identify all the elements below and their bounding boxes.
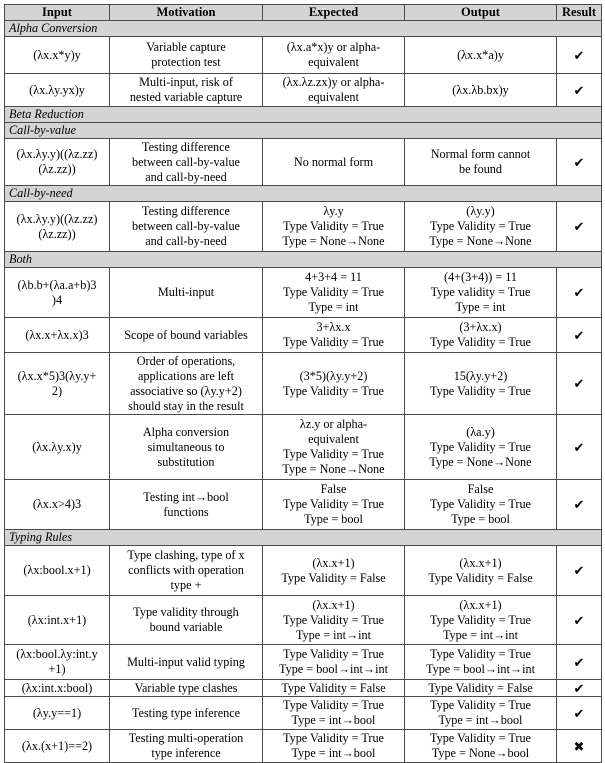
expected-line: 4+3+4 = 11 — [305, 270, 362, 284]
motivation-cell — [110, 680, 263, 697]
pass-check-icon: ✔ — [557, 645, 602, 680]
output-line: Type Validity = False — [428, 680, 533, 695]
results-table — [4, 4, 602, 763]
output-line: Type Validity = True — [430, 219, 531, 233]
motivation-line: Variable capture — [146, 40, 226, 54]
output-line: Type Validity = False — [428, 570, 533, 585]
output-line: (λx.λb.bx)y — [452, 82, 509, 97]
table-row — [5, 74, 602, 107]
expected-cell — [263, 74, 405, 107]
input-line: )4 — [51, 292, 63, 307]
expected-line: Type Validity = True — [283, 497, 384, 511]
motivation-line: Testing multi-operation — [128, 731, 244, 745]
expected-cell — [263, 139, 405, 186]
section-row — [5, 530, 602, 546]
output-cell — [405, 645, 557, 680]
motivation-line: Alpha conversion — [142, 424, 230, 439]
input-line: (λx.x*y)y — [33, 47, 81, 62]
output-line: Type = None→bool — [431, 746, 530, 760]
motivation-line: Testing int→bool — [143, 489, 229, 504]
table-row — [5, 645, 602, 680]
output-line: Type Validity = True — [430, 335, 531, 349]
expected-line: Type Validity = True — [283, 285, 384, 299]
expected-line: (λx.x+1) — [312, 597, 355, 612]
motivation-cell — [110, 596, 263, 645]
output-cell — [405, 546, 557, 596]
output-line: Type = None→None — [429, 454, 532, 469]
expected-cell — [263, 353, 405, 415]
expected-line: (λx.x+1) — [312, 555, 355, 570]
expected-line: Type Validity = True — [283, 335, 384, 349]
output-line: Type = bool→int→int — [426, 662, 535, 676]
section-row — [5, 252, 602, 268]
expected-line: λz.y or alpha- — [299, 417, 368, 431]
table-row — [5, 139, 602, 186]
output-line: (4+(3+4)) = 11 — [444, 270, 517, 284]
pass-check-icon: ✔ — [557, 480, 602, 530]
expected-cell — [263, 268, 405, 318]
input-cell — [5, 546, 110, 596]
pass-check-icon: ✔ — [557, 139, 602, 186]
input-cell — [5, 596, 110, 645]
input-line: (λx:bool.x+1) — [23, 563, 91, 577]
table-row — [5, 415, 602, 480]
motivation-cell — [110, 730, 263, 763]
expected-line: equivalent — [308, 432, 359, 446]
input-cell — [5, 353, 110, 415]
motivation-line: Variable type clashes — [134, 680, 238, 695]
expected-line: No normal form — [293, 154, 374, 169]
motivation-line: Order of operations, — [136, 353, 236, 368]
output-cell — [405, 697, 557, 730]
expected-cell — [263, 202, 405, 252]
input-cell — [5, 139, 110, 186]
expected-cell — [263, 37, 405, 74]
output-cell — [405, 202, 557, 252]
input-line: (λx.x*5)3(λy.y+ — [17, 368, 97, 383]
section-title: Call-by-value — [5, 123, 602, 139]
output-cell — [405, 139, 557, 186]
expected-line: Type Validity = True — [283, 219, 384, 233]
input-line: (λz.zz)) — [38, 162, 76, 176]
expected-line: Type Validity = True — [283, 731, 384, 745]
motivation-cell — [110, 74, 263, 107]
output-line: Type Validity = True — [430, 731, 531, 745]
expected-line: Type Validity = False — [281, 570, 386, 585]
motivation-line: and call-by-need — [145, 169, 227, 184]
input-cell — [5, 415, 110, 480]
pass-check-icon: ✔ — [557, 74, 602, 107]
output-line: 15(λy.y+2) — [453, 368, 508, 383]
output-line: (3+λx.x) — [459, 320, 502, 334]
expected-cell — [263, 318, 405, 353]
header-row — [5, 5, 602, 21]
output-cell — [405, 37, 557, 74]
input-line: (λx.(x+1)==2) — [21, 738, 93, 753]
motivation-line: type inference — [151, 746, 221, 760]
output-line: (λy.y) — [466, 204, 495, 218]
table-body — [5, 21, 602, 763]
table-row — [5, 202, 602, 252]
motivation-line: conflicts with operation — [128, 563, 244, 577]
input-line: (λx:int.x+1) — [27, 612, 87, 627]
motivation-cell — [110, 268, 263, 318]
expected-cell — [263, 480, 405, 530]
expected-cell — [263, 680, 405, 697]
output-line: be found — [459, 162, 502, 176]
section-title: Beta Reduction — [5, 107, 602, 123]
output-line: Type = int→int — [442, 627, 519, 642]
input-line: +1) — [48, 662, 66, 676]
expected-line: equivalent — [308, 55, 359, 69]
expected-line: (λx.a*x)y or alpha- — [286, 40, 381, 54]
output-line: Type Validity = True — [430, 647, 531, 661]
output-line: Normal form cannot — [430, 147, 531, 161]
motivation-cell — [110, 353, 263, 415]
section-row — [5, 186, 602, 202]
expected-line: Type = bool→int→int — [279, 662, 388, 676]
input-cell — [5, 480, 110, 530]
output-line: Type = None→None — [429, 234, 532, 248]
input-cell — [5, 680, 110, 697]
pass-check-icon: ✔ — [557, 353, 602, 415]
section-row — [5, 21, 602, 37]
header-expected: Expected — [263, 5, 405, 21]
motivation-line: should stay in the result — [128, 398, 244, 413]
expected-cell — [263, 596, 405, 645]
expected-line: Type Validity = True — [283, 383, 384, 398]
motivation-line: substitution — [157, 454, 215, 469]
output-cell — [405, 680, 557, 697]
output-line: (λx.x*a)y — [457, 47, 504, 62]
output-line: Type Validity = True — [430, 497, 531, 511]
motivation-line: Scope of bound variables — [124, 327, 248, 342]
motivation-cell — [110, 697, 263, 730]
expected-cell — [263, 415, 405, 480]
input-cell — [5, 202, 110, 252]
input-line: (λb.b+(λa.a+b)3 — [17, 277, 97, 292]
table-row — [5, 268, 602, 318]
motivation-line: Multi-input valid typing — [127, 654, 245, 669]
motivation-cell — [110, 139, 263, 186]
motivation-line: bound variable — [149, 620, 223, 634]
output-line: Type validity = True — [430, 285, 531, 299]
pass-check-icon: ✔ — [557, 546, 602, 596]
motivation-line: functions — [163, 504, 209, 519]
input-cell — [5, 37, 110, 74]
input-line: (λx.x>4)3 — [32, 497, 82, 511]
output-cell — [405, 415, 557, 480]
header-motivation: Motivation — [110, 5, 263, 21]
output-line: Type = bool — [451, 512, 510, 526]
table-row — [5, 318, 602, 353]
expected-line: False — [320, 482, 347, 496]
input-cell — [5, 730, 110, 763]
table-row — [5, 680, 602, 697]
motivation-cell — [110, 37, 263, 74]
expected-line: Type Validity = True — [283, 612, 384, 627]
header-input: Input — [5, 5, 110, 21]
expected-line: Type Validity = True — [283, 447, 384, 461]
output-cell — [405, 74, 557, 107]
expected-line: Type = int — [308, 300, 359, 314]
output-line: False — [467, 482, 494, 496]
header-output: Output — [405, 5, 557, 21]
motivation-cell — [110, 415, 263, 480]
output-cell — [405, 596, 557, 645]
input-line: (λx.λy.yx)y — [29, 82, 85, 97]
motivation-line: protection test — [151, 55, 221, 69]
section-title: Typing Rules — [5, 530, 602, 546]
motivation-line: nested variable capture — [129, 90, 243, 104]
output-line: Type Validity = True — [430, 612, 531, 627]
output-cell — [405, 480, 557, 530]
motivation-line: Multi-input — [157, 285, 215, 299]
section-row — [5, 123, 602, 139]
output-line: Type Validity = True — [430, 698, 531, 712]
pass-check-icon: ✔ — [557, 697, 602, 730]
motivation-line: Testing difference — [142, 139, 230, 154]
input-line: (λx:int.x:bool) — [21, 680, 93, 695]
input-cell — [5, 697, 110, 730]
output-cell — [405, 730, 557, 763]
motivation-line: and call-by-need — [145, 234, 227, 248]
motivation-line: Testing type inference — [131, 705, 241, 720]
output-cell — [405, 318, 557, 353]
section-title: Call-by-need — [5, 186, 602, 202]
table-row — [5, 353, 602, 415]
motivation-line: Multi-input, risk of — [139, 75, 233, 89]
input-line: (λy.y==1) — [32, 705, 82, 720]
table-row — [5, 546, 602, 596]
motivation-line: Type clashing, type of x — [127, 548, 245, 562]
motivation-cell — [110, 318, 263, 353]
motivation-line: between call-by-value — [132, 154, 240, 169]
motivation-line: Type validity through — [133, 605, 239, 619]
input-line: (λx.x+λx.x)3 — [25, 327, 89, 342]
expected-line: 3+λx.x — [316, 320, 351, 334]
output-line: Type Validity = True — [430, 383, 531, 398]
section-title: Alpha Conversion — [5, 21, 602, 37]
input-line: (λx.λy.y)((λz.zz) — [16, 147, 98, 161]
expected-cell — [263, 546, 405, 596]
output-line: (λa.y) — [466, 424, 495, 439]
input-line: (λx.λy.y)((λz.zz) — [16, 211, 98, 226]
expected-line: Type = int→bool — [291, 713, 376, 727]
expected-line: Type = None→None — [282, 462, 385, 476]
output-cell — [405, 268, 557, 318]
output-line: Type Validity = True — [430, 439, 531, 454]
output-line: Type = int→bool — [438, 713, 523, 727]
output-line: (λx.x+1) — [459, 597, 502, 612]
motivation-line: Testing difference — [142, 204, 230, 218]
input-cell — [5, 645, 110, 680]
motivation-line: type + — [170, 578, 202, 592]
input-cell — [5, 268, 110, 318]
expected-line: Type Validity = True — [283, 647, 384, 661]
expected-line: equivalent — [308, 90, 359, 104]
motivation-line: associative so (λy.y+2) — [130, 383, 242, 398]
pass-check-icon: ✔ — [557, 202, 602, 252]
expected-line: λy.y — [323, 204, 344, 218]
expected-cell — [263, 697, 405, 730]
fail-cross-icon: ✖ — [557, 730, 602, 763]
expected-line: Type = bool — [304, 512, 363, 526]
input-cell — [5, 318, 110, 353]
table-row — [5, 730, 602, 763]
output-line: Type = int — [455, 300, 506, 314]
pass-check-icon: ✔ — [557, 37, 602, 74]
pass-check-icon: ✔ — [557, 596, 602, 645]
output-line: (λx.x+1) — [459, 555, 502, 570]
motivation-line: simultaneous to — [147, 439, 225, 454]
expected-line: Type Validity = False — [281, 680, 386, 695]
expected-line: Type = None→None — [282, 234, 385, 248]
pass-check-icon: ✔ — [557, 268, 602, 318]
pass-check-icon: ✔ — [557, 318, 602, 353]
section-row — [5, 107, 602, 123]
pass-check-icon: ✔ — [557, 680, 602, 697]
expected-cell — [263, 645, 405, 680]
input-line: (λz.zz)) — [38, 226, 76, 241]
motivation-cell — [110, 645, 263, 680]
expected-line: Type = int→int — [295, 627, 372, 642]
table-row — [5, 596, 602, 645]
input-line: (λx:bool.λy:int.y — [16, 647, 98, 661]
motivation-cell — [110, 480, 263, 530]
table-row — [5, 480, 602, 530]
section-title: Both — [5, 252, 602, 268]
input-line: 2) — [51, 383, 63, 398]
expected-line: Type Validity = True — [283, 698, 384, 712]
table-row — [5, 697, 602, 730]
input-cell — [5, 74, 110, 107]
input-line: (λx.λy.x)y — [32, 439, 82, 454]
motivation-cell — [110, 546, 263, 596]
pass-check-icon: ✔ — [557, 415, 602, 480]
motivation-line: applications are left — [137, 368, 235, 383]
table-row — [5, 37, 602, 74]
header-result: Result — [557, 5, 602, 21]
expected-line: (λx.λz.zx)y or alpha- — [282, 75, 385, 89]
motivation-cell — [110, 202, 263, 252]
expected-line: (3*5)(λy.y+2) — [299, 368, 368, 383]
expected-line: Type = int→bool — [291, 746, 376, 760]
expected-cell — [263, 730, 405, 763]
output-cell — [405, 353, 557, 415]
motivation-line: between call-by-value — [132, 219, 240, 233]
